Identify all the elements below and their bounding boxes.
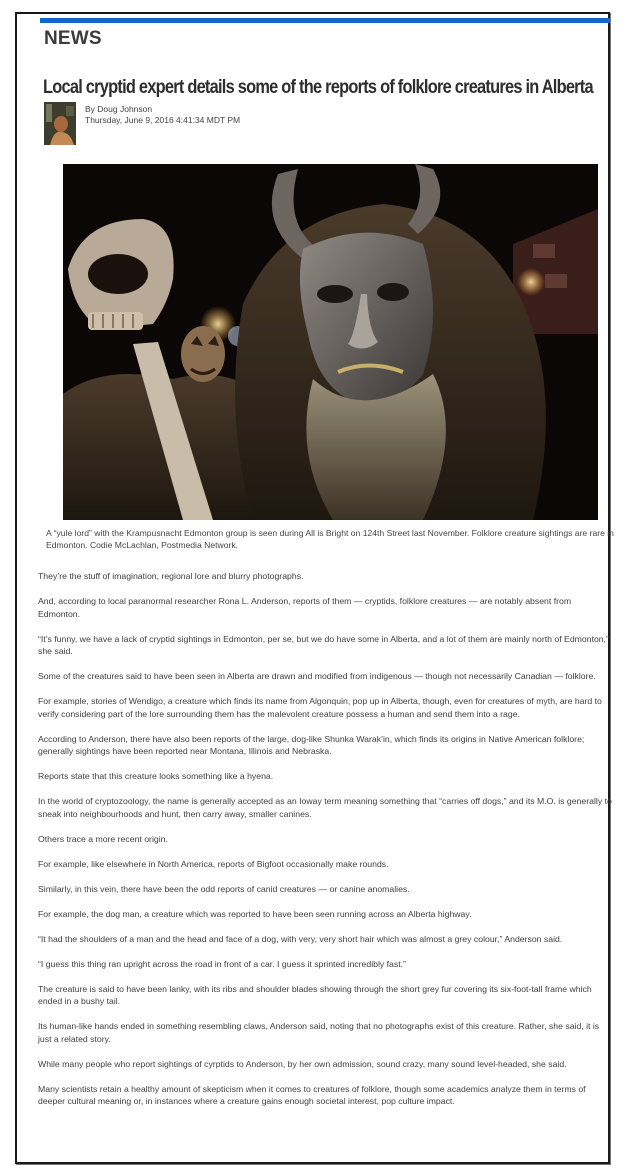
byline-block: [85, 104, 240, 125]
article-paragraph: And, according to local paranormal researcher Rona L. Anderson, reports of them — cryptids, folklore creatures — are notably absent from Edmonton.: [38, 596, 572, 619]
article-headline: Local cryptid expert details some of the reports of folklore creatures in Alberta: [43, 76, 593, 98]
article-paragraph: They’re the stuff of imagination, regional lore and blurry photographs.: [38, 571, 304, 581]
article-paragraph: “It had the shoulders of a man and the head and face of a dog, with very, very short hair which was almost a grey colour,” Anderson said.: [38, 933, 563, 944]
article-paragraph: Reports state that this creature looks something like a hyena.: [38, 771, 274, 781]
section-label[interactable]: NEWS: [44, 28, 102, 49]
author-name[interactable]: By Doug Johnson: [85, 104, 153, 114]
article-paragraph: For example, stories of Wendigo, a creature which finds its name from Algonquin, pop up in Alberta, though, even for creatures of myth, are hard to verify considering part of the lore surrounding them has the malevolent creature possess a human and send them into a rage.: [38, 696, 602, 719]
article-paragraph: According to Anderson, there have also been reports of the large, dog-like Shunka Warak’in, which finds its origins in Native American folklore; generally sightings have been reported near Montana, Illinois and Nebraska.: [38, 733, 585, 756]
article-paragraph: While many people who report sightings of cyrptids to Anderson, by her own admission, sound crazy, many sound level-headed, she said.: [38, 1058, 567, 1069]
article-paragraph: Some of the creatures said to have been seen in Alberta are drawn and modified from indigenous — though not necessarily Canadian — folklore.: [38, 671, 596, 681]
article-body: [38, 570, 613, 1120]
article-paragraph: “It’s funny, we have a lack of cryptid sightings in Edmonton, per se, but we do have some in Alberta, and a lot of them are mainly north of Edmonton,” she said.: [38, 633, 609, 656]
article-paragraph: In the world of cryptozoology, the name is generally accepted as an Ioway term meaning something that “carries off dogs,” and its M.O. is generally to sneak into neighbourhoods and hunt, then carry away, smaller canines.: [38, 796, 612, 819]
author-avatar: [44, 102, 76, 145]
article-paragraph: Its human-like hands ended in something resembling claws, Anderson said, noting that no photographs exist of this creature. Rather, she said, it is just a related story.: [38, 1021, 600, 1044]
publish-timestamp: Thursday, June 9, 2016 4:41:34 MDT PM: [85, 114, 241, 125]
article-paragraph: For example, like elsewhere in North America, reports of Bigfoot occasionally make rounds.: [38, 858, 389, 869]
article-paragraph: Others trace a more recent origin.: [38, 833, 168, 844]
article-paragraph: For example, the dog man, a creature which was reported to have been seen running across an Alberta highway.: [38, 908, 472, 919]
article-page: [15, 12, 614, 1164]
photo-caption: A “yule lord” with the Krampusnacht Edmonton group is seen during All is Bright on 124th Street last November. Folklore creature sightings are rare in Edmonton. Codie McLachlan, Postmedia Network.: [46, 528, 614, 550]
article-photo: [63, 164, 598, 520]
article-paragraph: “I guess this thing ran upright across the road in front of a car. I guess it sprinted incredibly fast.”: [38, 958, 406, 969]
article-paragraph: Similarly, in this vein, there have been the odd reports of canid creatures — or canine anomalies.: [38, 883, 410, 894]
section-accent-bar: [40, 18, 610, 23]
article-paragraph: Many scientists retain a healthy amount of skepticism when it comes to creatures of folklore, though some academics analyze them in terms of deeper cultural meaning or, in instances where a creature gains enough societal interest, pop culture impact.: [38, 1083, 586, 1106]
article-paragraph: The creature is said to have been lanky, with its ribs and shoulder blades showing through the short grey fur covering its six-foot-tall frame which ended in a bushy tail.: [38, 983, 592, 1006]
